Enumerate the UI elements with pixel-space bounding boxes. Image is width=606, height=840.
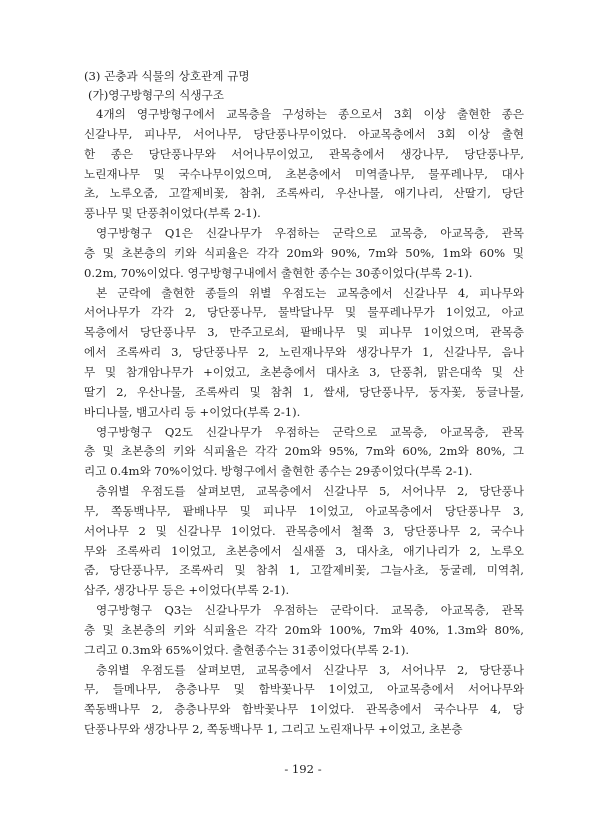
paragraph (84, 482, 524, 601)
text-line: 쪽동백나무 2, 층층나무와 함박꽃나무 1이었다. 관목층에서 국수나무 4, 당 (84, 702, 524, 717)
paragraph (84, 423, 524, 483)
text-line: 영구방형구 Q2도 신갈나무가 우점하는 군락으로 교목층, 아교목층, 관목 (96, 424, 524, 439)
text-line: 바디나물, 뱀고사리 등 +이었다(부록 2-1). (84, 404, 301, 419)
page-number: - 192 - (284, 762, 322, 776)
text-line: 층 및 초본층의 키와 식피율은 각각 20m와 90%, 7m와 50%, 1m와 60% 및 (84, 245, 524, 260)
paragraph (84, 284, 524, 423)
document-page (84, 67, 524, 740)
text-line: 무, 쪽동백나무, 팥배나무 및 피나무 1이었고, 아교목층에서 당단풍나무 3, (84, 503, 524, 518)
text-line: 층 및 초본층의 키와 식피율은 각각 20m와 95%, 7m와 60%, 2m와 80%, 그 (84, 444, 524, 459)
text-line: 에서 조록싸리 3, 당단풍나무 2, 노린재나무와 생강나무가 1, 신갈나무, 음나 (84, 345, 524, 360)
text-line: 신갈나무, 피나무, 서어나무, 당단풍나무이었다. 아교목층에서 3회 이상 출현 (84, 126, 524, 141)
text-line: 노린재나무 및 국수나무이었으며, 초본층에서 미역줄나무, 물푸레나무, 대사 (84, 166, 524, 181)
paragraph (84, 601, 524, 661)
text-line: 무와 조록싸리 1이었고, 초본층에서 실새풀 3, 대사초, 애기나리가 2, 노루오 (84, 543, 524, 558)
paragraph (84, 224, 524, 284)
body-text (84, 105, 524, 740)
text-line: 삽주, 생강나무 등은 +이었다(부록 2-1). (84, 583, 290, 598)
paragraph (84, 105, 524, 224)
text-line: 리고 0.4m와 70%이었다. 방형구에서 출현한 종수는 29종이었다(부록 2-1). (84, 464, 473, 479)
text-line: 초, 노루오줌, 고깔제비꽃, 참취, 조록싸리, 우산나물, 애기나리, 산딸기, 당단 (84, 186, 524, 201)
subsection-heading: (가)영구방형구의 식생구조 (88, 88, 224, 102)
text-line: 무, 들메나무, 층층나무 및 함박꽃나무 1이었고, 아교목층에서 서어나무와 (84, 682, 524, 697)
text-line: 본 군락에 출현한 종들의 위별 우점도는 교목층에서 신갈나무 4, 피나무와 (96, 285, 524, 300)
text-line: 그리고 0.3m와 65%이었다. 출현종수는 31종이었다(부록 2-1). (84, 642, 410, 657)
text-line: 무 및 참개암나무가 +이었고, 초본층에서 대사초 3, 단풍취, 맑은대쑥 및 산 (84, 364, 524, 379)
text-line: 서어나무 2 및 신갈나무 1이었다. 관목층에서 철쭉 3, 당단풍나무 2, 국수나 (84, 523, 524, 538)
text-line: 한 종은 당단풍나무와 서어나무이었고, 관목층에서 생강나무, 당단풍나무, (84, 146, 524, 161)
text-line: 목층에서 당단풍나무 3, 만주고로쇠, 팥배나무 및 피나무 1이었으며, 관목층 (84, 325, 524, 340)
text-line: 줌, 당단풍나무, 조록싸리 및 참취 1, 고깔제비꽃, 그늘사초, 둥굴레, 미역취, (84, 563, 524, 578)
text-line: 딸기 2, 우산나물, 조록싸리 및 참취 1, 쌀새, 당단풍나무, 둥자꽃, 둥글나물, (84, 384, 524, 399)
text-line: 4개의 영구방형구에서 교목층을 구성하는 종으로서 3회 이상 출현한 종은 (96, 107, 524, 121)
text-line: 단풍나무와 생강나무 2, 쪽동백나무 1, 그리고 노린재나무 +이었고, 초본층 (84, 722, 463, 737)
text-line: 층 및 초본층의 키와 식피율은 각각 20m와 100%, 7m와 40%, 1.3m와 80%, (84, 622, 524, 637)
section-heading: (3) 곤충과 식물의 상호관계 규명 (84, 69, 250, 83)
paragraph (84, 661, 524, 740)
text-line: 풍나무 및 단풍취이었다(부록 2-1). (84, 206, 261, 221)
text-line: 서어나무가 각각 2, 당단풍나무, 물박달나무 및 물푸레나무가 1이었고, 아교 (84, 305, 524, 320)
text-line: 0.2m, 70%이었다. 영구방형구내에서 출현한 종수는 30종이었다(부록 2-1). (84, 265, 473, 280)
text-line: 층위별 우점도를 살펴보면, 교목층에서 신갈나무 5, 서어나무 2, 당단풍나 (96, 484, 524, 499)
text-line: 층위별 우점도를 살펴보면, 교목층에서 신갈나무 3, 서어나무 2, 당단풍나 (96, 662, 524, 677)
text-line: 영구방형구 Q3는 신갈나무가 우점하는 군락이다. 교목층, 아교목층, 관목 (96, 603, 524, 618)
text-line: 영구방형구 Q1은 신갈나무가 우점하는 군락으로 교목층, 아교목층, 관목 (96, 226, 524, 241)
